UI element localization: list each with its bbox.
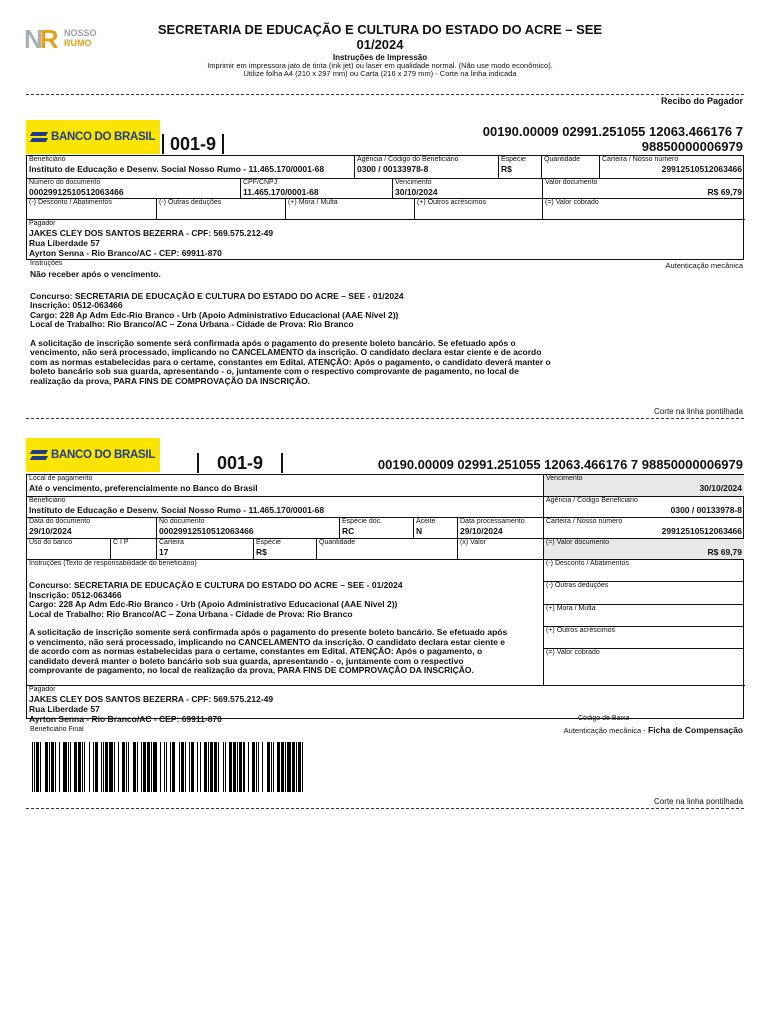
data-documento-cell: Data do documento 29/10/2024 (26, 517, 156, 538)
nosso-numero-cell-2: Carteira / Nosso número 29912510512063466 (543, 517, 744, 538)
receipt-label: Recibo do Pagador (660, 96, 743, 106)
compensation-instructions: Concurso: SECRETARIA DE EDUCAÇÃO E CULTURA DO ESTADO DO ACRE – SEE - 01/2024 Inscrição: 0512-063466 Cargo: 228 Ap Adm Edc-Rio Branco - Urb (Apoio Administrativo Educacional (AAE Nível 2)) Local de Trabalho: Rio Branco/AC – Zona Urbana - Cidade de Prova: Rio Branco A solicitação de inscrição somente será confirmada após o pagamento do presente boleto bancário. Se efetuado após o vencimento, não será processado, implicando no CANCELAMENTO da inscrição. O candidato declara estar ciente e de acordo com as normas estabelecidas para o certame, constantes em Edital. ATENÇÃO: Após o pagamento, o candidato deverá manter o boleto bancário sob sua guarda, apresentando - o, juntamente com o respectivo comprovante de pagamento, no local de realização da prova, PARA FINS DE COMPROVAÇÃO DA INSCRIÇÃO. (29, 580, 508, 675)
cut-hint-2: Corte na linha pontilhada (654, 797, 743, 806)
especie-cell: Espécie R$ (498, 155, 541, 178)
pagador-line-2: Rua Liberdade 57 (29, 238, 100, 248)
beneficiario-final-label: Beneficiário Final (30, 726, 84, 733)
bank-code: 001-9 (162, 134, 224, 154)
pagador-line-3: Ayrton Senna - Rio Branco/AC - CEP: 69911-870 (29, 248, 222, 258)
autenticacao-ficha: Autenticação mecânica - Ficha de Compensação (563, 725, 743, 735)
bank-code-2: 001-9 (197, 453, 283, 473)
cip-cell: C I P (110, 538, 156, 560)
uso-banco-cell: Uso do banco (26, 538, 110, 560)
agencia-cell: Agência / Código do Beneficiário 0300 / 00133978-8 (354, 155, 498, 178)
quantidade-cell-2: Quantidade (316, 538, 457, 560)
autenticacao-label: Autenticação mecânica (665, 261, 743, 270)
pagador-cell-2: Pagador JAKES CLEY DOS SANTOS BEZERRA - CPF: 569.575.212-49 Rua Liberdade 57 Ayrton Senna - Rio Branco/AC - CEP: 69911-870 (26, 685, 745, 719)
cut-line-bottom (26, 808, 744, 809)
bb-symbol-icon (31, 448, 47, 462)
banco-do-brasil-logo: BANCO DO BRASIL (26, 120, 160, 154)
nosso-numero-cell: Carteira / Nosso número 29912510512063466 (599, 155, 744, 178)
carteira-cell: Carteira 17 (156, 538, 253, 560)
title-line-2: 01/2024 (356, 37, 404, 52)
valor-cobrado-cell-2: (=) Valor cobrado (543, 648, 744, 685)
mora-multa-cell-2: (+) Mora / Multa (543, 604, 744, 626)
numero-documento-cell: No documento 00029912510512063466 (156, 517, 339, 538)
especie-doc-cell: Espécie doc. RC (339, 517, 413, 538)
receipt-instructions: Não receber após o vencimento. Concurso: SECRETARIA DE EDUCAÇÃO E CULTURA DO ESTADO DO ACRE – SEE - 01/2024 Inscrição: 0512-063466 Cargo: 228 Ap Adm Edc-Rio Branco - Urb (Apoio Administrativo Educacional (AAE Nível 2)) Local de Trabalho: Rio Branco/AC – Zona Urbana - Cidade de Prova: Rio Branco A solicitação de inscrição somente será confirmada após o pagamento do presente boleto bancário. Se efetuado após o vencimento, não será processado, implicando no CANCELAMENTO da inscrição. O candidato declara estar ciente e de acordo com as normas estabelecidas para o certame, constantes em Edital. ATENÇÃO: Após o pagamento, o candidato deverá manter o boleto bancário sob sua guarda, apresentando - o, juntamente com o respectivo comprovante de pagamento, no local de realização da prova, PARA FINS DE COMPROVAÇÃO DA INSCRIÇÃO. (30, 269, 551, 386)
desconto-cell: (-) Desconto / Abatimentos (26, 198, 156, 220)
outras-deducoes-cell-2: (-) Outras deduções (543, 581, 744, 604)
barcode (32, 742, 397, 792)
beneficiario-cell: Beneficiário Instituto de Educação e Desenv. Social Nosso Rumo - 11.465.170/0001-68 (26, 155, 354, 178)
receipt-grid (26, 155, 744, 260)
print-instructions-title: Instruções de Impressão (332, 53, 428, 62)
mora-multa-cell: (+) Mora / Multa (285, 198, 414, 220)
barcode-bar (303, 742, 306, 792)
valor-documento-cell-2: (=) Valor documento R$ 69,79 (543, 538, 744, 560)
vencimento-cell: Vencimento 30/10/2024 (392, 178, 542, 199)
logo-text-top: NOSSO (64, 28, 97, 38)
compensation-grid (26, 474, 744, 724)
valor-documento-cell: Valor documento R$ 69,79 (542, 178, 744, 199)
data-processamento-cell: Data processamento 29/10/2024 (457, 517, 543, 538)
digitable-line-2: 00190.00009 02991.251055 12063.466176 7 98850000006979 (377, 457, 743, 472)
bb-symbol-icon (31, 130, 47, 144)
num-doc-cell: Número do documento 00029912510512063466 (26, 178, 240, 199)
nosso-rumo-logo (24, 24, 104, 54)
instrucoes-cell: Instruções (Texto de responsabilidade do beneficiário) Concurso: SECRETARIA DE EDUCAÇÃO E CULTURA DO ESTADO DO ACRE – SEE - 01/2024 Inscrição: 0512-063466 Cargo: 228 Ap Adm Edc-Rio Branco - Urb (Apoio Administrativo Educacional (AAE Nível 2)) Local de Trabalho: Rio Branco/AC – Zona Urbana - Cidade de Prova: Rio Branco A solicitação de inscrição somente será confirmada após o pagamento do presente boleto bancário. Se efetuado após o vencimento, não será processado, implicando no CANCELAMENTO da inscrição. O candidato declara estar ciente e de acordo com as normas estabelecidas para o certame, constantes em Edital. ATENÇÃO: Após o pagamento, o candidato deverá manter o boleto bancário sob sua guarda, apresentando - o, juntamente com o respectivo comprovante de pagamento, no local de realização da prova, PARA FINS DE COMPROVAÇÃO DA INSCRIÇÃO. (26, 559, 543, 685)
page-title (120, 22, 640, 52)
digitable-line: 00190.00009 02991.251055 12063.466176 7 98850000006979 (482, 124, 743, 154)
banco-do-brasil-logo-2: BANCO DO BRASIL (26, 438, 160, 472)
beneficiario-cell-2: Beneficiário Instituto de Educação e Desenv. Social Nosso Rumo - 11.465.170/0001-68 (26, 496, 543, 517)
especie-cell-2: Espécie R$ (253, 538, 316, 560)
cut-line-middle (26, 418, 744, 419)
cut-line-top (26, 94, 744, 95)
quantidade-cell: Quantidade (541, 155, 599, 178)
agencia-cell-2: Agência / Código Beneficiário 0300 / 00133978-8 (543, 496, 744, 517)
outros-acrescimos-cell-2: (+) Outros acréscimos (543, 626, 744, 648)
outras-deducoes-cell: (-) Outras deduções (156, 198, 285, 220)
vencimento-cell-2: Vencimento 30/10/2024 (543, 474, 744, 496)
nr-monogram-icon: NR (24, 24, 56, 54)
cut-hint-1: Corte na linha pontilhada (654, 407, 743, 416)
cpf-cnpj-cell: CPF/CNPJ 11.465.170/0001-68 (240, 178, 392, 199)
instrucoes-label: Instruções (30, 260, 63, 267)
print-instructions-line-2: Utilize folha A4 (210 x 297 mm) ou Carta (216 x 279 mm) - Corte na linha indicada (243, 69, 517, 78)
outros-acrescimos-cell: (+) Outros acréscimos (414, 198, 542, 220)
logo-text-bottom: RUMO (64, 38, 92, 48)
valor-cobrado-cell: (=) Valor cobrado (542, 198, 744, 220)
aceite-cell: Aceite N (413, 517, 457, 538)
codigo-baixa-label: Código de Baixa (578, 715, 630, 722)
pagador-cell: Pagador JAKES CLEY DOS SANTOS BEZERRA - CPF: 569.575.212-49 Rua Liberdade 57 Ayrton Senna - Rio Branco/AC - CEP: 69911-870 (26, 219, 745, 260)
desconto-cell-2: (-) Desconto / Abatimentos (543, 559, 744, 581)
pagador-line-1: JAKES CLEY DOS SANTOS BEZERRA - CPF: 569.575.212-49 (29, 228, 274, 238)
title-line-1: SECRETARIA DE EDUCAÇÃO E CULTURA DO ESTADO DO ACRE – SEE (157, 22, 603, 37)
local-pagamento-cell: Local de pagamento Até o vencimento, preferencialmente no Banco do Brasil (26, 474, 543, 496)
beneficiario-value: Instituto de Educação e Desenv. Social Nosso Rumo - 11.465.170/0001-68 (29, 164, 325, 174)
print-instructions-line-1: Imprimir em impressora jato de tinta (ink jet) ou laser em qualidade normal. (Não use modo econômico). (207, 61, 553, 70)
x-valor-cell: (x) Valor (457, 538, 543, 560)
